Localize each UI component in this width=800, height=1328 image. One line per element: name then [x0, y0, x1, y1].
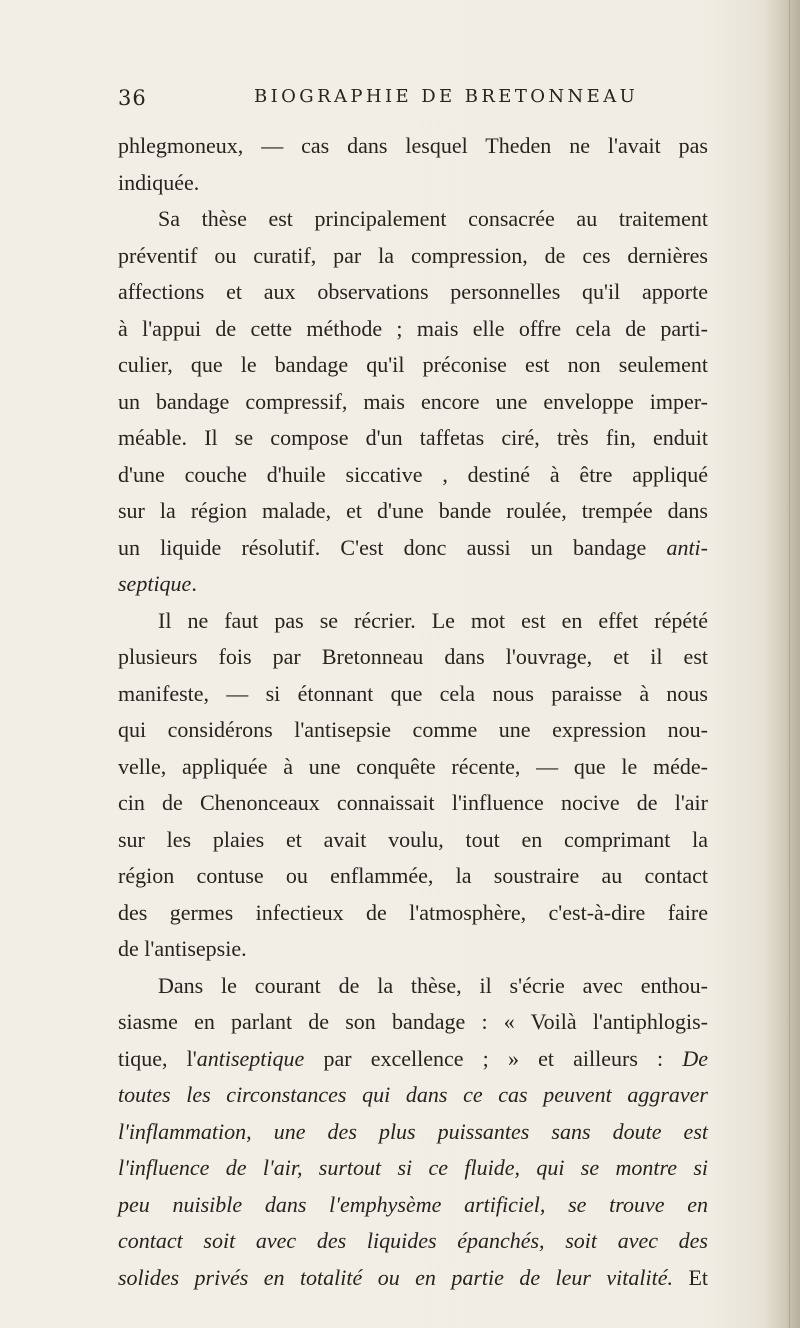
text-line: à l'appui de cette méthode ; mais elle offre cela de parti-: [118, 315, 708, 341]
text-line: Sa thèse est principalement consacrée au traitement: [158, 206, 708, 231]
text-line: préventif ou curatif, par la compression, de ces dernières: [118, 242, 708, 268]
text-line: des germes infectieux de l'atmosphère, c'est-à-dire faire: [118, 899, 708, 925]
text-line: toutes les circonstances qui dans ce cas peuvent aggraver: [118, 1082, 708, 1107]
text-line: solides privés en totalité ou en partie de leur vitalité. Et: [118, 1264, 709, 1290]
page-edge-shadow: [762, 0, 800, 1328]
text-line: un liquide résolutif. C'est donc aussi un bandage anti-: [118, 534, 708, 560]
text-line: région contuse ou enflammée, la soustraire au contact: [118, 863, 708, 888]
page-edge-line: [789, 0, 790, 1328]
text-line: qui considérons l'antisepsie comme une expression nou-: [118, 717, 708, 742]
running-title: BIOGRAPHIE DE BRETONNEAU: [254, 86, 639, 107]
text-line: sur la région malade, et d'une bande roulée, trempée dans: [118, 498, 708, 523]
text-line: contact soit avec des liquides épanchés, soit avec des: [118, 1228, 708, 1253]
text-line: Il ne faut pas se récrier. Le mot est en effet répété: [158, 607, 708, 633]
page-header: [0, 86, 800, 116]
text-line: indiquée.: [118, 169, 200, 195]
text-line: méable. Il se compose d'un taffetas ciré, très fin, enduit: [118, 425, 708, 450]
text-line: de l'antisepsie.: [118, 936, 247, 961]
text-line: phlegmoneux, — cas dans lesquel Theden ne l'avait pas: [118, 133, 708, 158]
text-line: siasme en parlant de son bandage : « Voilà l'antiphlogis-: [118, 1009, 708, 1034]
text-line: peu nuisible dans l'emphysème artificiel, se trouve en: [118, 1191, 708, 1217]
text-line: l'inflammation, une des plus puissantes sans doute est: [118, 1118, 708, 1144]
text-line: velle, appliquée à une conquête récente, — que le méde-: [118, 753, 708, 779]
text-line: tique, l'antiseptique par excellence ; » et ailleurs : De: [118, 1045, 708, 1071]
text-line: cin de Chenonceaux connaissait l'influence nocive de l'air: [118, 790, 708, 815]
text-line: manifeste, — si étonnant que cela nous paraisse à nous: [118, 680, 708, 706]
text-line: septique.: [118, 571, 197, 596]
body-text: [118, 128, 708, 1296]
text-line: affections et aux observations personnelles qu'il apporte: [118, 279, 708, 304]
text-line: Dans le courant de la thèse, il s'écrie avec enthou-: [158, 972, 708, 998]
text-line: un bandage compressif, mais encore une enveloppe imper-: [118, 388, 708, 414]
page-number: 36: [118, 86, 147, 110]
text-line: d'une couche d'huile siccative , destiné à être appliqué: [118, 461, 708, 487]
text-line: sur les plaies et avait voulu, tout en comprimant la: [118, 826, 708, 852]
text-line: culier, que le bandage qu'il préconise est non seulement: [118, 352, 708, 377]
text-line: l'influence de l'air, surtout si ce fluide, qui se montre si: [118, 1155, 708, 1180]
text-line: plusieurs fois par Bretonneau dans l'ouvrage, et il est: [118, 644, 708, 669]
